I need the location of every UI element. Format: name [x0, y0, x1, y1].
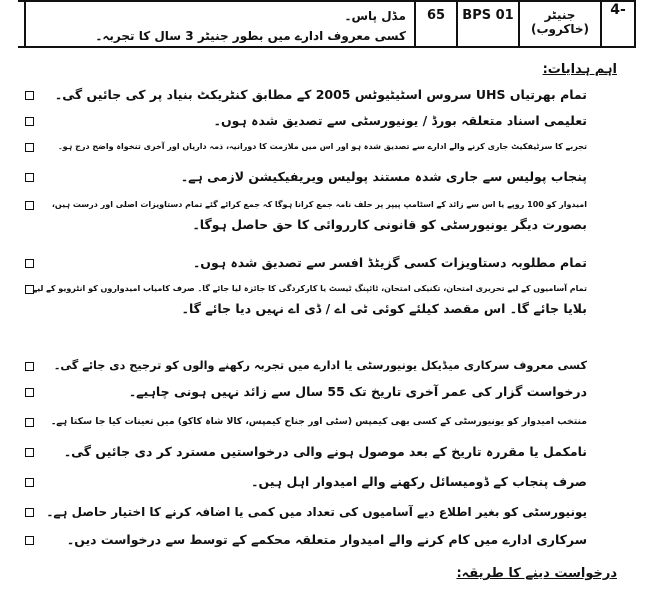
post-cell: جنیٹر (خاکروب)	[519, 1, 601, 47]
instruction-text: درخواست گزار کی عمر آخری تاریخ تک 55 سال سے زائد نہیں ہونی چاہیے۔	[128, 384, 587, 399]
age-cell: 65	[415, 1, 457, 47]
instruction-text: تمام بھرتیاں UHS سروس اسٹیٹیوٹس 2005 کے مطابق کنٹریکٹ بنیاد پر کی جائیں گی۔	[54, 87, 587, 102]
instruction-text: سرکاری ادارے میں کام کرنے والے امیدوار متعلقہ محکمے کے توسط سے درخواست دیں۔	[66, 532, 587, 547]
checkbox-bullet-icon	[25, 91, 34, 100]
checkbox-bullet-icon	[25, 448, 34, 457]
instruction-text: یونیورسٹی کو بغیر اطلاع دیے آسامیوں کی تعداد میں کمی یا اضافہ کرنے کا اختیار حاصل ہے۔	[46, 505, 587, 519]
checkbox-bullet-icon	[25, 508, 34, 517]
checkbox-bullet-icon	[25, 418, 34, 427]
checkbox-bullet-icon	[25, 388, 34, 397]
checkbox-bullet-icon	[25, 536, 34, 545]
checkbox-bullet-icon	[25, 173, 34, 182]
instruction-text: تمام آسامیوں کے لیے تحریری امتحان، تکنیکی امتحان، ٹائپنگ ٹیسٹ یا کارکردگی کا جائزہ لیا جائے گا۔ صرف کامیاب امیدواروں کو انٹرویو کے لیے	[32, 284, 587, 293]
instruction-text: کسی معروف سرکاری میڈیکل یونیورسٹی یا ادارے میں تجربہ رکھنے والوں کو ترجیح دی جائے گی۔	[53, 359, 587, 372]
bps-cell: BPS 01	[457, 1, 519, 47]
checkbox-bullet-icon	[25, 143, 34, 152]
checkbox-bullet-icon	[25, 259, 34, 268]
posts-table	[18, 0, 636, 48]
instruction-text: نامکمل یا مقررہ تاریخ کے بعد موصول ہونے والی درخواستیں مسترد کر دی جائیں گی۔	[63, 444, 587, 459]
instruction-text: صرف پنجاب کے ڈومیسائل رکھنے والے امیدوار اہل ہیں۔	[251, 474, 587, 489]
checkbox-bullet-icon	[25, 201, 34, 210]
qualification-cell	[25, 1, 415, 47]
instruction-text: امیدوار کو 100 روپے یا اس سے زائد کے اسٹامپ پیپر پر حلف نامہ جمع کرانا ہوگا کہ جمع کرائے گئے تمام دستاویزات اصلی اور درست ہیں،	[51, 200, 587, 209]
instructions-title: اہم ہدایات:	[542, 62, 617, 77]
apply-title: درخواست دینے کا طریقہ:	[456, 566, 617, 581]
instruction-text: تعلیمی اسناد متعلقہ بورڈ / یونیورسٹی سے تصدیق شدہ ہوں۔	[213, 113, 587, 128]
table-row	[18, 1, 635, 47]
instruction-text: تجربے کا سرٹیفکیٹ جاری کرنے والے ادارے سے تصدیق شدہ ہو اور اس میں ملازمت کا دورانیہ، ذمہ داریاں اور آخری تنخواہ واضح درج ہو۔	[57, 142, 587, 151]
checkbox-bullet-icon	[25, 362, 34, 371]
table-cell-blank	[18, 1, 25, 47]
instruction-text: منتخب امیدوار کو یونیورسٹی کے کسی بھی کیمپس (سٹی اور جناح کیمپس، کالا شاہ کاکو) میں تعینات کیا جا سکتا ہے۔	[50, 416, 587, 427]
instruction-text: پنجاب پولیس سے جاری شدہ مستند پولیس ویریفیکیشن لازمی ہے۔	[180, 169, 587, 184]
instruction-text-continued: بلایا جائے گا۔ اس مقصد کیلئے کوئی ٹی اے / ڈی اے نہیں دیا جائے گا۔	[181, 301, 587, 316]
serial-number-cell: -4	[601, 1, 635, 47]
instruction-text-continued: بصورت دیگر یونیورسٹی کو قانونی کارروائی کا حق حاصل ہوگا۔	[192, 217, 587, 232]
experience-line: کسی معروف ادارے میں بطور جنیٹر 3 سال کا تجربہ۔	[95, 29, 406, 43]
instruction-text: تمام مطلوبہ دستاویزات کسی گزیٹڈ افسر سے تصدیق شدہ ہوں۔	[192, 255, 587, 270]
qualification-line: مڈل پاس۔	[344, 9, 406, 23]
checkbox-bullet-icon	[25, 478, 34, 487]
checkbox-bullet-icon	[25, 117, 34, 126]
